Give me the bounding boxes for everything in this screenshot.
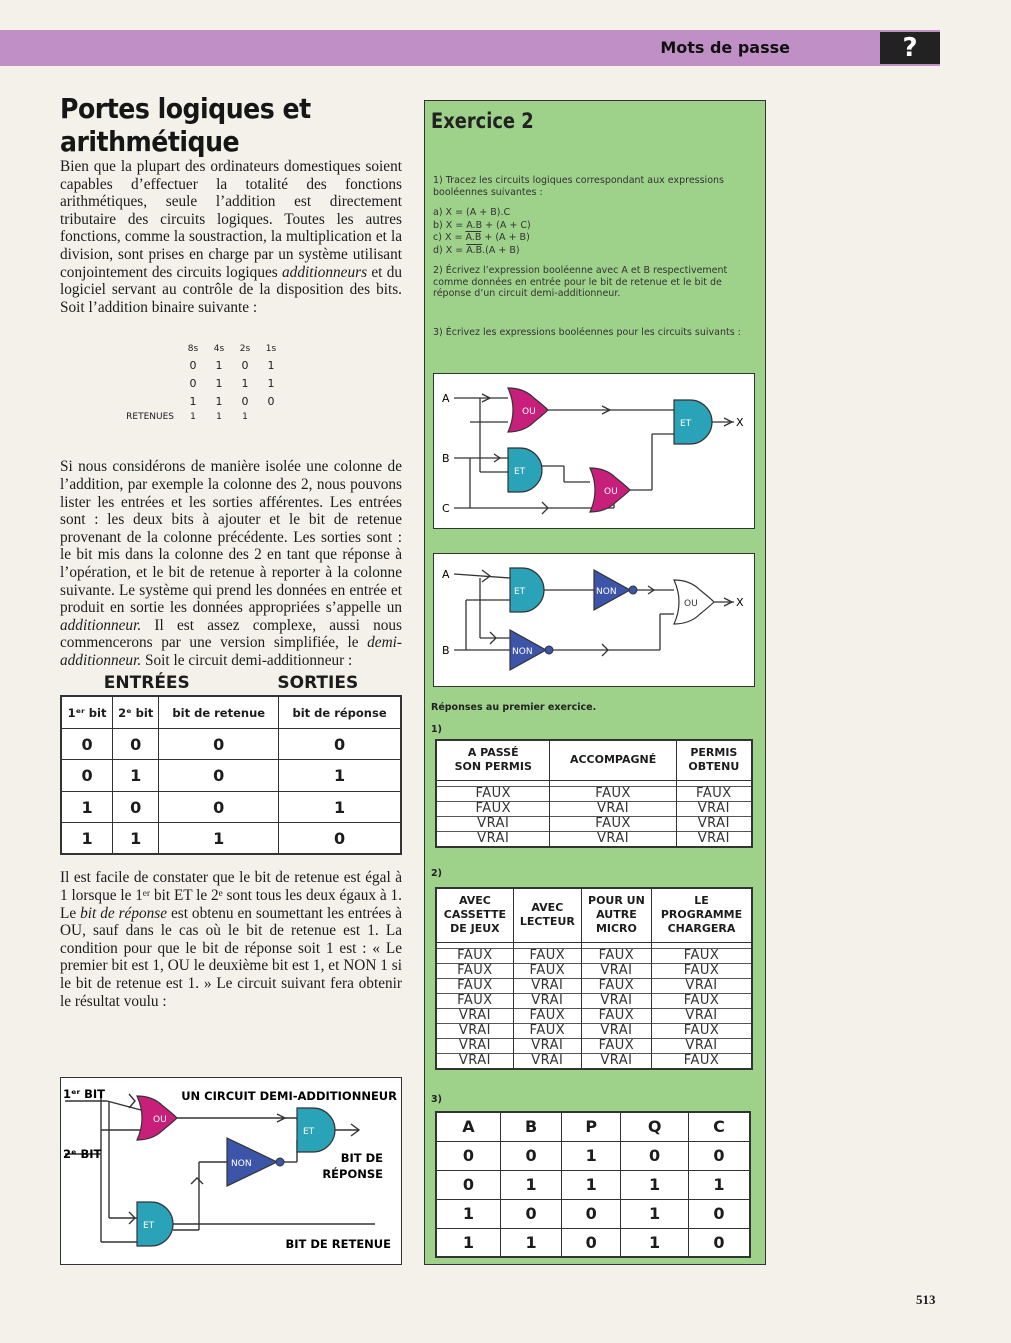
answer-cell: FAUX: [436, 801, 550, 816]
table3-cell: 1: [621, 1170, 689, 1199]
answer-cell: FAUX: [436, 786, 550, 801]
truth-table-cell: 1: [113, 823, 159, 855]
answer-1-label: 1): [431, 724, 442, 735]
exercise-title: Exercice 2: [431, 109, 534, 133]
table3-cell: 0: [689, 1228, 751, 1257]
binary-cell: 1: [267, 358, 275, 372]
binary-header-cell: 2s: [239, 344, 251, 355]
answer-row: [436, 816, 752, 831]
binary-cell: 1: [215, 394, 223, 408]
first-bit-label: 1ᵉʳ BIT: [63, 1087, 106, 1101]
truth-table-cell: 0: [159, 728, 279, 760]
io-headings: [60, 673, 402, 693]
answer-cell: FAUX: [550, 786, 676, 801]
table3-row: [436, 1199, 750, 1228]
truth-table-row: [61, 728, 401, 760]
answer-1-table: [435, 739, 753, 848]
table3-cell: 1: [621, 1228, 689, 1257]
answer-cell: VRAI: [676, 816, 752, 831]
explanation-paragraph: Si nous considérons de manière isolée une colonne de l’addition, par exemple la colonne des 2, nous pouvons lister les entrées et les sorties afférentes. Les entrées sont : les deux bits à ajouter et le bit de retenue provenant de la colonne précédente. Les sorties sont : le bit mis dans la colonne des 2 en tant que réponse à l’opération, et le bit de retenue à reporter à la colonne suivante. Le système qui prend les données en entrée et produit en sortie les données appropriées s’appelle un additionneur. Il est assez complexe, aussi nous commencerons par une version simplifiée, le demi-additionneur. Soit le circuit demi-additionneur :: [60, 458, 402, 669]
non-gate-label: NON: [231, 1159, 252, 1169]
binary-row: [110, 374, 284, 392]
answers-label: Réponses au premier exercice.: [431, 702, 597, 713]
ex2-non-2-label: NON: [512, 647, 533, 657]
expr-d: d) X = A.B.(A + B): [433, 244, 520, 256]
article-column: [60, 92, 402, 1010]
ex2-input-b: B: [442, 644, 450, 657]
table3-row: [436, 1170, 750, 1199]
ex1-ou-2-label: OU: [604, 487, 618, 497]
ex1-input-c: C: [442, 502, 450, 515]
answer-row: [436, 963, 752, 978]
binary-cell: 1: [215, 376, 223, 390]
binary-header-cell: 1s: [265, 344, 277, 355]
page-number: 513: [916, 1292, 936, 1307]
answer-row: [436, 1023, 752, 1038]
binary-cell: 1: [241, 376, 249, 390]
ex2-et-label: ET: [514, 587, 526, 597]
table3-header-cell: P: [562, 1112, 621, 1141]
carry-cell: 1: [190, 412, 196, 423]
answer-cell: FAUX: [651, 993, 752, 1008]
table3-cell: 1: [621, 1199, 689, 1228]
table3-cell: 0: [436, 1141, 500, 1170]
answer-cell: VRAI: [513, 1038, 581, 1053]
answer-cell: VRAI: [676, 831, 752, 847]
answer-3-table: [435, 1111, 751, 1258]
carry-cell: 1: [216, 412, 222, 423]
expr-b: b) X = A.B + (A + C): [433, 219, 531, 231]
truth-table-header-cell: 2ᵉ bit: [113, 696, 159, 728]
answer-header-cell: AVEC CASSETTE DE JEUX: [436, 888, 513, 942]
answer-cell: VRAI: [550, 831, 676, 847]
answer-header-row: [436, 740, 752, 780]
table3-header: [436, 1112, 750, 1141]
intro-paragraph: Bien que la plupart des ordinateurs domestiques soient capables d’effectuer la totalité des fonctions arithmétiques, seule l’addition est directement tributaire des circuits logiques. Toutes les autres fonctions, comme la soustraction, la multiplication et la division, sont prises en charge par un système utilisant conjointement des circuits logiques additionneurs et du logiciel servant au contrôle de la disposition des bits. Soit l’addition binaire suivante :: [60, 158, 402, 316]
binary-row: [110, 392, 284, 410]
table3-header-cell: Q: [621, 1112, 689, 1141]
boolean-expressions: [433, 207, 531, 257]
second-bit-label: 2ᵉ BIT: [63, 1147, 102, 1161]
table3-cell: 0: [500, 1199, 561, 1228]
answer-cell: VRAI: [436, 1008, 513, 1023]
answer-cell: VRAI: [436, 831, 550, 847]
answer-row: [436, 978, 752, 993]
et-gate-2-label: ET: [143, 1221, 155, 1231]
table3-cell: 1: [500, 1170, 561, 1199]
truth-table-cell: 0: [61, 728, 113, 760]
binary-header-cell: 8s: [187, 344, 199, 355]
truth-table-cell: 1: [279, 791, 401, 823]
truth-table-cell: 0: [279, 728, 401, 760]
table3-cell: 1: [562, 1141, 621, 1170]
table3-cell: 0: [689, 1141, 751, 1170]
half-adder-diagram: [61, 1078, 401, 1264]
table3-cell: 0: [500, 1141, 561, 1170]
binary-cell: 1: [215, 358, 223, 372]
answer-row: [436, 1053, 752, 1069]
answer-3-label: 3): [431, 1094, 442, 1105]
et-gate-label: ET: [303, 1127, 315, 1137]
truth-table-cell: 0: [159, 760, 279, 792]
truth-table-row: [61, 791, 401, 823]
answer-cell: FAUX: [513, 963, 581, 978]
exercise-circuit-2-diagram: [434, 554, 754, 686]
table3-cell: 0: [621, 1141, 689, 1170]
binary-cell: 1: [267, 376, 275, 390]
answer-cell: FAUX: [651, 1023, 752, 1038]
condition-paragraph: Il est facile de constater que le bit de retenue est égal à 1 lorsque le 1ᵉʳ bit ET le 2ᵉ sont tous les deux égaux à 1. Le bit de réponse est obtenu en soumettant les entrées à OU, sauf dans le cas où le bit de retenue est 1. La condition pour que le bit de réponse soit 1 est : « Le premier bit est 1, OU le deuxième bit est 1, et NON 1 si le bit de retenue est 1. » Le circuit suivant fera obtenir le résultat voulu :: [60, 869, 402, 1010]
binary-cell: 0: [189, 376, 197, 390]
ex2-input-a: A: [442, 568, 450, 581]
ex2-output-x: X: [736, 596, 744, 609]
answer-cell: VRAI: [436, 816, 550, 831]
truth-table-cell: 0: [61, 760, 113, 792]
ex2-non-label: NON: [596, 587, 617, 597]
question-mark-icon: ?: [880, 32, 940, 64]
exercise-circuit-2: [433, 553, 755, 687]
exercise-circuit-1: [433, 373, 755, 529]
table3-header-cell: A: [436, 1112, 500, 1141]
carry-label: BIT DE RETENUE: [285, 1237, 391, 1251]
expr-a: a) X = (A + B).C: [433, 207, 511, 218]
answer-header-cell: POUR UN AUTRE MICRO: [581, 888, 651, 942]
truth-table-cell: 1: [113, 760, 159, 792]
ex1-input-a: A: [442, 392, 450, 405]
table3-cell: 0: [689, 1199, 751, 1228]
ex1-ou-label: OU: [522, 407, 536, 417]
carry-cell: 1: [242, 412, 248, 423]
table3-cell: 1: [500, 1228, 561, 1257]
table3-row: [436, 1228, 750, 1257]
answer-2-label: 2): [431, 868, 442, 879]
binary-cell: 0: [267, 394, 275, 408]
half-adder-truth-table: [60, 695, 402, 855]
response-label-1: BIT DE: [340, 1151, 383, 1165]
answer-cell: FAUX: [436, 993, 513, 1008]
answer-header-cell: A PASSÉ SON PERMIS: [436, 740, 550, 780]
binary-cell: 0: [189, 358, 197, 372]
truth-table-cell: 1: [279, 760, 401, 792]
answer-cell: VRAI: [581, 1023, 651, 1038]
answer-cell: FAUX: [581, 1038, 651, 1053]
answer-cell: VRAI: [651, 978, 752, 993]
answer-row: [436, 801, 752, 816]
table3-cell: 0: [562, 1199, 621, 1228]
truth-table-cell: 0: [113, 791, 159, 823]
exercise-panel: [424, 100, 766, 1265]
binary-header-cell: 4s: [213, 344, 225, 355]
truth-table-header-cell: bit de réponse: [279, 696, 401, 728]
answer-cell: FAUX: [436, 978, 513, 993]
table3-cell: 0: [562, 1228, 621, 1257]
answer-cell: FAUX: [676, 786, 752, 801]
answer-cell: VRAI: [550, 801, 676, 816]
outputs-heading: SORTIES: [277, 673, 359, 694]
truth-table-cell: 0: [279, 823, 401, 855]
truth-table-row: [61, 823, 401, 855]
table3-row: [436, 1141, 750, 1170]
answer-cell: VRAI: [513, 1053, 581, 1069]
half-adder-circuit: [60, 1077, 402, 1265]
answer-cell: VRAI: [676, 801, 752, 816]
truth-table-cell: 1: [159, 823, 279, 855]
answer-cell: FAUX: [581, 1008, 651, 1023]
truth-table-row: [61, 760, 401, 792]
section-title: Mots de passe: [660, 38, 790, 57]
answer-cell: VRAI: [513, 978, 581, 993]
question-3: 3) Écrivez les expressions booléennes pour les circuits suivants :: [433, 327, 741, 338]
truth-table-cell: 1: [61, 791, 113, 823]
response-label-2: RÉPONSE: [322, 1167, 383, 1181]
answer-cell: FAUX: [513, 1008, 581, 1023]
answer-cell: FAUX: [513, 948, 581, 963]
answer-cell: FAUX: [436, 948, 513, 963]
truth-table-cell: 0: [113, 728, 159, 760]
answer-cell: VRAI: [436, 1053, 513, 1069]
binary-addition: [110, 342, 402, 424]
ex1-output-x: X: [736, 416, 744, 429]
answer-cell: FAUX: [513, 1023, 581, 1038]
answer-header-row: [436, 888, 752, 942]
carry-label: RETENUES: [126, 412, 174, 423]
truth-table-cell: 1: [61, 823, 113, 855]
table3-cell: 1: [562, 1170, 621, 1199]
answer-cell: FAUX: [436, 963, 513, 978]
binary-cell: 0: [241, 358, 249, 372]
answer-cell: VRAI: [581, 993, 651, 1008]
answer-cell: FAUX: [651, 963, 752, 978]
answer-cell: FAUX: [651, 948, 752, 963]
ou-gate-label: OU: [153, 1115, 167, 1125]
answer-cell: VRAI: [651, 1038, 752, 1053]
answer-header-cell: LE PROGRAMME CHARGERA: [651, 888, 752, 942]
exercise-circuit-1-diagram: [434, 374, 754, 528]
answer-cell: VRAI: [513, 993, 581, 1008]
answer-row: [436, 993, 752, 1008]
answer-header-cell: AVEC LECTEUR: [513, 888, 581, 942]
circuit-title: UN CIRCUIT DEMI-ADDITIONNEUR: [181, 1089, 397, 1103]
binary-cell: 0: [241, 394, 249, 408]
answer-cell: FAUX: [651, 1053, 752, 1069]
binary-row: [110, 356, 284, 374]
answer-cell: VRAI: [581, 1053, 651, 1069]
answer-row: [436, 1038, 752, 1053]
binary-header-row: [110, 342, 284, 356]
answer-2-table: [435, 887, 753, 1070]
table3-cell: 0: [436, 1170, 500, 1199]
answer-cell: FAUX: [581, 948, 651, 963]
ex1-input-b: B: [442, 452, 450, 465]
table3-cell: 1: [689, 1170, 751, 1199]
expr-c: c) X = A.B + (A + B): [433, 232, 530, 243]
question-2: 2) Écrivez l’expression booléenne avec A et B respectivement comme données en entrée pour le bit de retenue et le bit de réponse d’un circuit demi-additionneur.: [433, 265, 728, 299]
answer-row: [436, 948, 752, 963]
answer-cell: VRAI: [581, 963, 651, 978]
answer-cell: VRAI: [436, 1023, 513, 1038]
carry-row: [110, 410, 284, 424]
answer-header-cell: PERMIS OBTENU: [676, 740, 752, 780]
answer-row: [436, 831, 752, 847]
table3-cell: 1: [436, 1199, 500, 1228]
answer-cell: VRAI: [651, 1008, 752, 1023]
article-title: Portes logiques et arithmétique: [60, 92, 311, 158]
binary-cell: 1: [189, 394, 197, 408]
ex1-et-2-label: ET: [514, 467, 526, 477]
table3-header-cell: B: [500, 1112, 561, 1141]
answer-row: [436, 1008, 752, 1023]
header-band: [0, 30, 940, 66]
truth-table-cell: 0: [159, 791, 279, 823]
truth-table-header: [61, 696, 401, 728]
answer-header-cell: ACCOMPAGNÉ: [550, 740, 676, 780]
truth-table-header-cell: bit de retenue: [159, 696, 279, 728]
answer-cell: FAUX: [550, 816, 676, 831]
question-1: 1) Tracez les circuits logiques correspondant aux expressions booléennes suivantes :: [433, 175, 724, 198]
ex1-et-label: ET: [680, 419, 692, 429]
table3-cell: 1: [436, 1228, 500, 1257]
inputs-heading: ENTRÉES: [103, 673, 190, 694]
answer-row: [436, 786, 752, 801]
table3-header-cell: C: [689, 1112, 751, 1141]
ex2-ou-label: OU: [684, 599, 698, 609]
answer-cell: FAUX: [581, 978, 651, 993]
answer-cell: VRAI: [436, 1038, 513, 1053]
truth-table-header-cell: 1ᵉʳ bit: [61, 696, 113, 728]
